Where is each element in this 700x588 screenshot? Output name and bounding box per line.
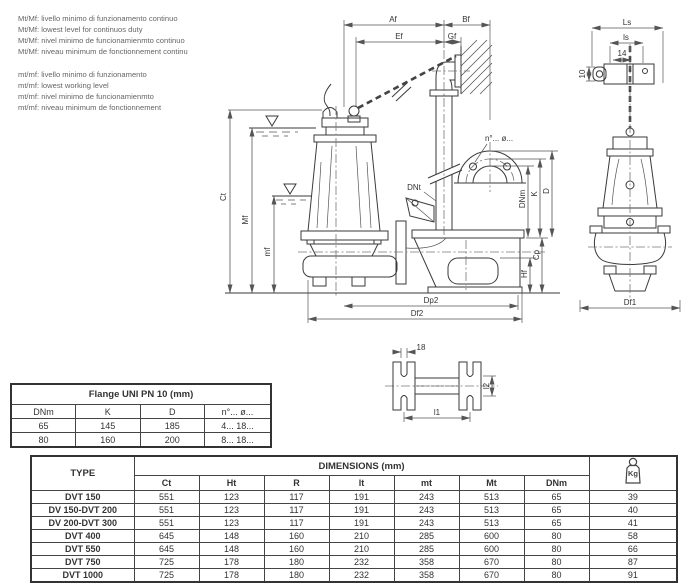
col-header: mt (394, 476, 459, 491)
flange-cell: 8... 18... (204, 433, 271, 448)
dim-label-ef: Ef (395, 32, 403, 41)
dim-label-hf: Hf (520, 270, 529, 278)
dim-cell: 191 (329, 504, 394, 517)
dim-cell: 645 (134, 543, 199, 556)
dim-cell: 80 (524, 569, 589, 583)
dim-cell: 117 (264, 517, 329, 530)
dim-cell: 180 (264, 556, 329, 569)
flange-cell: 65 (11, 419, 76, 433)
weight-cell: 40 (589, 504, 677, 517)
lower-water-level (272, 184, 312, 204)
dim-label-dp2: Dp2 (423, 296, 439, 305)
dim-cell: 123 (199, 491, 264, 504)
dim-cell: 80 (524, 530, 589, 543)
flange-table (10, 383, 272, 448)
type-cell: DV 150-DVT 200 (31, 504, 134, 517)
flange-detail (454, 134, 558, 237)
weight-cell: 41 (589, 517, 677, 530)
dim-label-mf-small: mf (263, 247, 272, 257)
dim-cell: 80 (524, 543, 589, 556)
flange-cell: 200 (140, 433, 204, 448)
dim-cell: 148 (199, 530, 264, 543)
dim-cell: 670 (459, 569, 524, 583)
legend-line: mt/mf: nivel minimo de funcionamienmto (18, 92, 154, 101)
table-row (31, 491, 677, 504)
dim-label-ct: Ct (219, 193, 228, 201)
legend-line: Mt/Mf: nivel minimo de funcionamienmto continuo (18, 36, 185, 45)
dim-cell: 117 (264, 504, 329, 517)
weight-cell: 66 (589, 543, 677, 556)
dim-label-ls: Ls (622, 18, 632, 27)
dim-cell: 285 (394, 530, 459, 543)
col-header: Ct (134, 476, 199, 491)
dim-cell: 148 (199, 543, 264, 556)
dim-cell: 123 (199, 504, 264, 517)
dimensions-group-header: DIMENSIONS (mm) (134, 456, 589, 476)
col-header: DNm (524, 476, 589, 491)
flange-header-row (11, 405, 271, 419)
type-cell: DVT 550 (31, 543, 134, 556)
flange-cell: 145 (76, 419, 140, 433)
dim-cell: 243 (394, 491, 459, 504)
type-cell: DVT 400 (31, 530, 134, 543)
main-installation-view (219, 15, 560, 323)
dim-label-af: Af (389, 15, 397, 24)
dim-cell: 513 (459, 504, 524, 517)
dim-label-holes: n°... ø... (484, 134, 514, 143)
legend-line: Mt/Mf: livello minimo di funzionamento continuo (18, 14, 178, 23)
type-cell: DVT 150 (31, 491, 134, 504)
flange-cell: 185 (140, 419, 204, 433)
dim-cell: 65 (524, 504, 589, 517)
dim-cell: 178 (199, 569, 264, 583)
dim-cell: 725 (134, 569, 199, 583)
duckfoot-bend (298, 198, 545, 293)
kg-weight-icon (620, 457, 646, 487)
dim-cell: 513 (459, 491, 524, 504)
weight-cell: 39 (589, 491, 677, 504)
dim-cell: 645 (134, 530, 199, 543)
pump-side-view (578, 18, 680, 312)
dim-cell: 551 (134, 491, 199, 504)
legend-line: Mt/Mf: lowest level for continuos duty (18, 25, 143, 34)
col-header: R (264, 476, 329, 491)
dim-cell: 80 (524, 556, 589, 569)
flange-col-header: DNm (11, 405, 76, 419)
dim-cell: 160 (264, 530, 329, 543)
table-row (31, 530, 677, 543)
flange-table-title: Flange UNI PN 10 (mm) (11, 384, 271, 405)
flange-cell: 80 (11, 433, 76, 448)
table-row (31, 517, 677, 530)
table-row (31, 504, 677, 517)
flange-col-header: n°... ø... (204, 405, 271, 419)
dim-cell: 358 (394, 556, 459, 569)
dim-label-l1: l1 (433, 408, 441, 417)
dim-cell: 600 (459, 530, 524, 543)
dim-label-d: D (542, 188, 551, 194)
col-header: Ht (199, 476, 264, 491)
dimensions-table (30, 455, 678, 583)
table-row (11, 433, 271, 448)
dim-label-dnm: DNm (518, 189, 527, 209)
dim-cell: 191 (329, 491, 394, 504)
legend-line: mt/mf: niveau minimum de fonctionnement (18, 103, 162, 112)
dim-label-18: 18 (416, 343, 426, 352)
pump-main-view (301, 84, 397, 296)
dim-cell: 160 (264, 543, 329, 556)
table-row (11, 419, 271, 433)
flange-cell: 160 (76, 433, 140, 448)
dim-cell: 123 (199, 517, 264, 530)
flange-col-header: D (140, 405, 204, 419)
flange-title-row (11, 384, 271, 405)
dim-label-10: 10 (578, 69, 587, 79)
type-cell: DVT 750 (31, 556, 134, 569)
dim-label-df2: Df2 (410, 309, 424, 318)
dim-cell: 178 (199, 556, 264, 569)
type-cell: DVT 1000 (31, 569, 134, 583)
dim-cell: 285 (394, 543, 459, 556)
dim-cell: 243 (394, 504, 459, 517)
weight-cell: 91 (589, 569, 677, 583)
dim-label-df1: Df1 (623, 298, 637, 307)
dim-label-14: 14 (617, 49, 627, 58)
weight-cell: 58 (589, 530, 677, 543)
dim-cell: 210 (329, 530, 394, 543)
kg-label: Kg (627, 469, 638, 478)
dim-cell: 725 (134, 556, 199, 569)
wall-hatching (461, 40, 492, 94)
dim-label-l2: l2 (482, 382, 491, 390)
dim-cell: 191 (329, 517, 394, 530)
flange-cell: 4... 18... (204, 419, 271, 433)
table-row (31, 569, 677, 583)
dim-cell: 551 (134, 504, 199, 517)
table-row (31, 543, 677, 556)
type-cell: DV 200-DVT 300 (31, 517, 134, 530)
dim-cell: 600 (459, 543, 524, 556)
dim-label-k: K (530, 191, 539, 197)
legend-line: Mt/Mf: niveau minimum de fonctionnement continu (18, 47, 188, 56)
col-header: Mt (459, 476, 524, 491)
coupling-detail (385, 343, 498, 422)
dim-label-mf: Mf (241, 215, 250, 225)
flange-col-header: K (76, 405, 140, 419)
dim-cell: 117 (264, 491, 329, 504)
col-header: lt (329, 476, 394, 491)
dim-label-cp: Cp (532, 249, 541, 261)
dim-cell: 232 (329, 569, 394, 583)
dim-cell: 65 (524, 491, 589, 504)
dim-label-ls-small: ls (623, 33, 629, 42)
dim-cell: 243 (394, 517, 459, 530)
weight-cell: 87 (589, 556, 677, 569)
dim-cell: 210 (329, 543, 394, 556)
dim-cell: 551 (134, 517, 199, 530)
table-row (31, 556, 677, 569)
dim-cell: 513 (459, 517, 524, 530)
type-header: TYPE (31, 456, 134, 491)
dim-cell: 670 (459, 556, 524, 569)
dim-label-bf: Bf (462, 15, 470, 24)
dim-cell: 232 (329, 556, 394, 569)
dim-cell: 358 (394, 569, 459, 583)
dim-label-gf: Gf (447, 32, 457, 41)
dim-cell: 180 (264, 569, 329, 583)
dim-cell: 65 (524, 517, 589, 530)
upper-water-level (249, 116, 316, 136)
dims-group-header-row (31, 456, 677, 476)
legend-line: mt/mf: livello minimo di funzionamento (18, 70, 147, 79)
dim-label-dnt: DNt (407, 183, 421, 192)
lifting-chain (358, 56, 456, 108)
legend-line: mt/mf: lowest working level (18, 81, 109, 90)
weight-header (589, 456, 677, 491)
